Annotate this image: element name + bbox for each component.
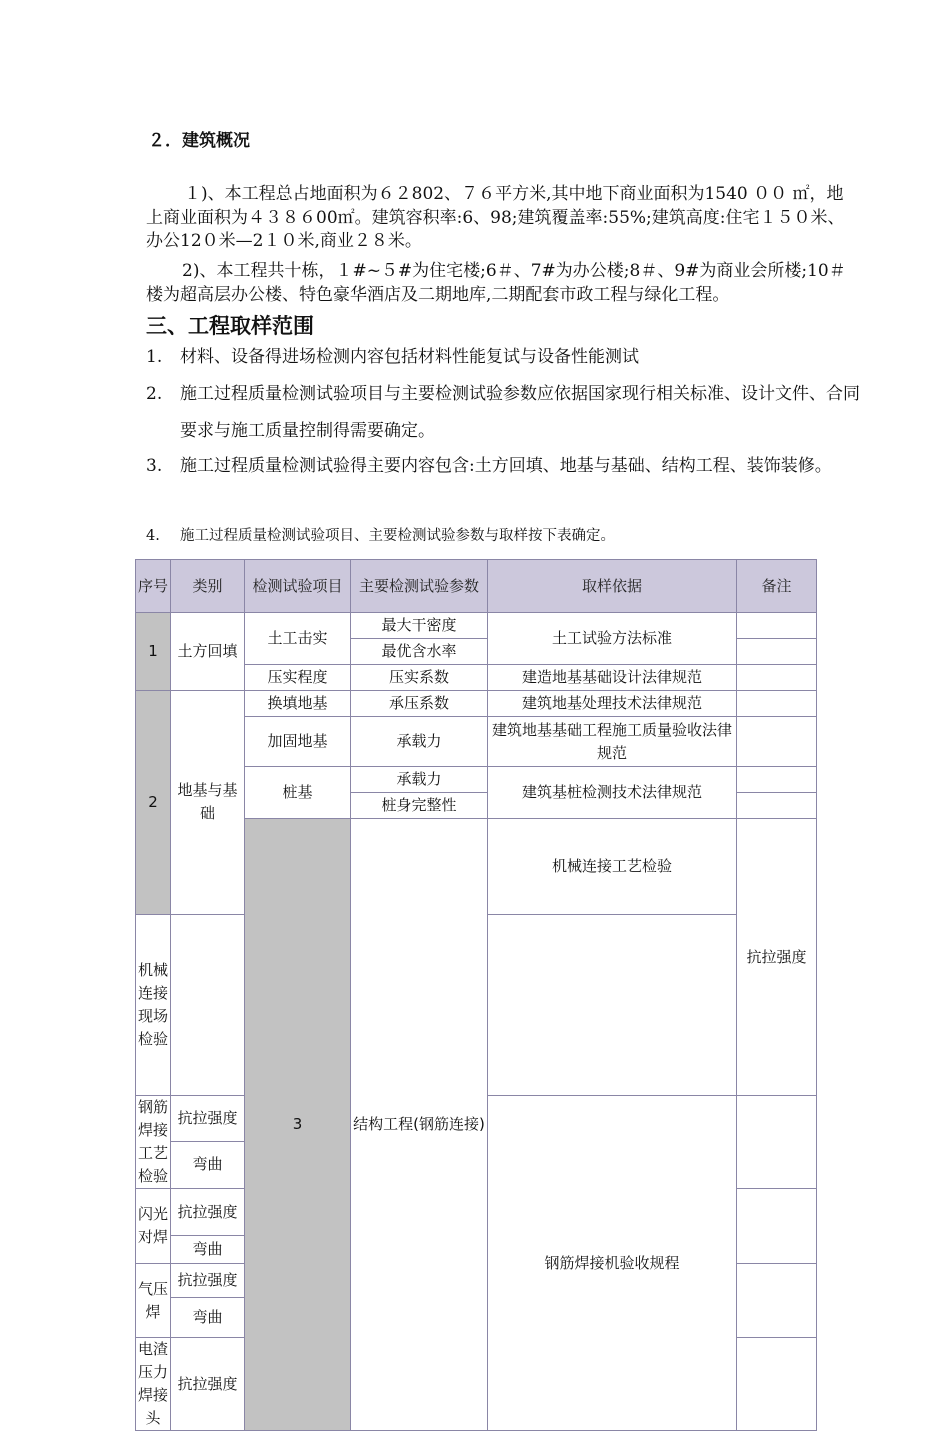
param-cell: 抗拉强度: [171, 1096, 245, 1142]
section-heading-building-overview: ２．建筑概况: [148, 131, 250, 151]
param-cell: 最大干密度: [351, 613, 488, 639]
item-cell: 电渣压力焊接头: [136, 1338, 171, 1431]
basis-cell: 建筑地基处理技术法律规范: [488, 691, 737, 717]
list-item-text: 施工过程质量检测试验项目与主要检测试验参数应依据国家现行相关标准、设计文件、合同要求与施工质量控制得需要确定。: [180, 384, 860, 441]
remark-cell: [737, 793, 817, 819]
overview-paragraph-1: １)、本工程总占地面积为６２802、７６平方米,其中地下商业面积为1540 ００ ㎡，地上商业面积为４３８６00㎡。建筑容积率:6、98;建筑覆盖率:55%;建筑高度:住宅１５０米、办公12０米—2１０米,商业２８米。: [146, 184, 845, 251]
item-cell: 机械连接工艺检验: [488, 819, 737, 915]
overview-paragraph-2: 2)、本工程共十栋，１#~５#为住宅楼;6＃、7#为办公楼;8＃、9#为商业会所楼;10＃楼为超高层办公楼、特色豪华酒店及二期地库,二期配套市政工程与绿化工程。: [146, 261, 846, 305]
item-cell: 加固地基: [245, 717, 351, 767]
param-cell: 弯曲: [171, 1236, 245, 1264]
seq-cell: 3: [245, 819, 351, 1431]
remark-cell: [737, 665, 817, 691]
list-item-text: 施工过程质量检测试验项目、主要检测试验参数与取样按下表确定。: [180, 528, 615, 544]
table-header-row: [136, 560, 817, 613]
param-cell: 压实系数: [351, 665, 488, 691]
param-cell: 抗拉强度: [171, 1338, 245, 1431]
basis-cell: 建筑基桩检测技术法律规范: [488, 767, 737, 819]
param-cell: 抗拉强度: [171, 1189, 245, 1236]
remark-cell: [737, 1264, 817, 1338]
remark-cell: [737, 767, 817, 793]
item-cell: 换填地基: [245, 691, 351, 717]
param-cell: 抗拉强度: [737, 819, 817, 1096]
param-cell: 承载力: [351, 767, 488, 793]
item-cell: 闪光对焊: [136, 1189, 171, 1264]
header-test-item: 检测试验项目: [245, 560, 351, 613]
item-cell: 土工击实: [245, 613, 351, 665]
list-item-number: 2.: [146, 384, 163, 404]
section-heading-sampling-scope: 三、工程取样范围: [146, 314, 314, 338]
param-cell: 桩身完整性: [351, 793, 488, 819]
list-item-number: 4.: [146, 528, 160, 544]
param-cell: 最优含水率: [351, 639, 488, 665]
param-cell: 承压系数: [351, 691, 488, 717]
table-row: [136, 613, 817, 639]
remark-cell: [737, 639, 817, 665]
param-cell: 承载力: [351, 717, 488, 767]
basis-cell: 土工试验方法标准: [488, 613, 737, 665]
header-sampling-basis: 取样依据: [488, 560, 737, 613]
remark-cell: [737, 717, 817, 767]
seq-cell: 2: [136, 691, 171, 915]
param-cell: 抗拉强度: [171, 1264, 245, 1298]
header-remarks: 备注: [737, 560, 817, 613]
category-cell: 结构工程(钢筋连接): [351, 819, 488, 1431]
header-main-params: 主要检测试验参数: [351, 560, 488, 613]
param-cell: 弯曲: [171, 1141, 245, 1188]
param-cell: 弯曲: [171, 1298, 245, 1338]
basis-cell: 钢筋焊接机验收规程: [488, 1096, 737, 1431]
remark-cell: [737, 691, 817, 717]
seq-cell: 1: [136, 613, 171, 691]
list-item-text: 施工过程质量检测试验得主要内容包含:土方回填、地基与基础、结构工程、装饰装修。: [180, 456, 832, 476]
header-category: 类别: [171, 560, 245, 613]
item-cell: 压实程度: [245, 665, 351, 691]
category-cell: 土方回填: [171, 613, 245, 691]
item-cell: 桩基: [245, 767, 351, 819]
item-cell: 机械连接现场检验: [136, 914, 171, 1095]
remark-cell: [737, 1096, 817, 1189]
list-item-text: 材料、设备得进场检测内容包括材料性能复试与设备性能测试: [180, 347, 639, 367]
remark-cell: [737, 1189, 817, 1264]
basis-cell: 建造地基基础设计法律规范: [488, 665, 737, 691]
table-row: [136, 691, 817, 717]
remark-cell: [737, 613, 817, 639]
category-cell: 地基与基础: [171, 691, 245, 915]
remark-cell: [171, 914, 245, 1095]
sampling-table: [135, 559, 817, 1431]
item-cell: 气压焊: [136, 1264, 171, 1338]
item-cell: 钢筋焊接工艺检验: [136, 1096, 171, 1189]
list-item-number: 1.: [146, 347, 163, 367]
basis-cell: 建筑地基基础工程施工质量验收法律规范: [488, 717, 737, 767]
list-item-number: 3.: [146, 456, 163, 476]
remark-cell: [737, 1338, 817, 1431]
header-seq: 序号: [136, 560, 171, 613]
